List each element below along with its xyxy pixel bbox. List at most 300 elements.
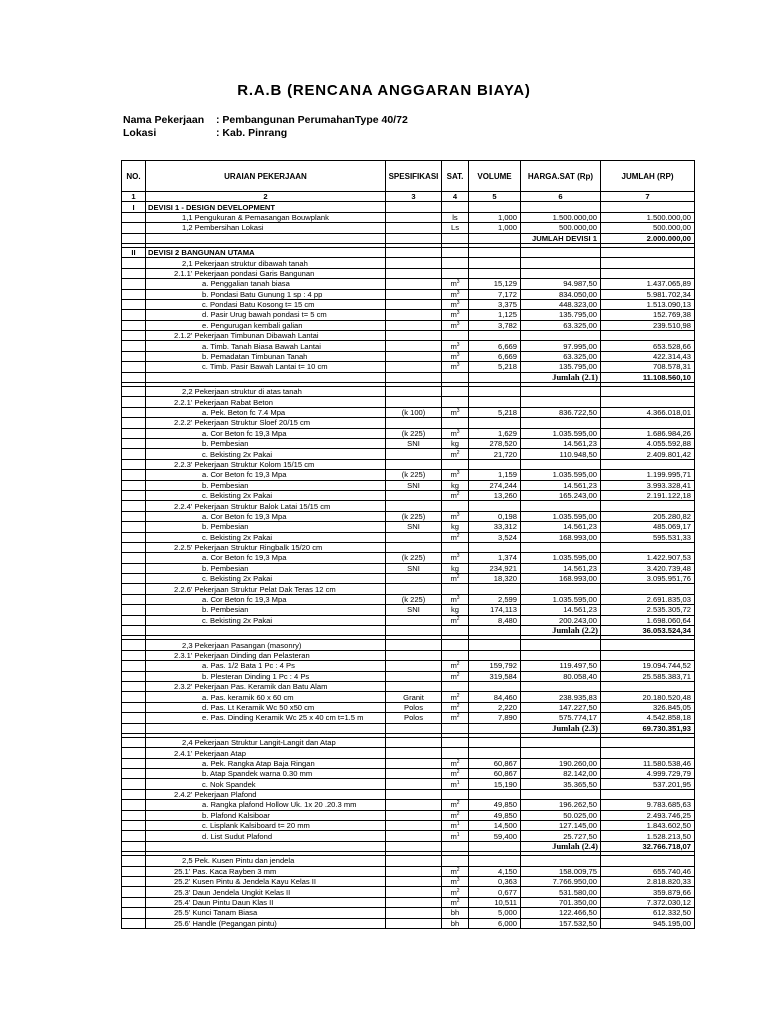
- cell-sat: $m^2$: [442, 574, 469, 584]
- cell-harga: 35.365,50: [521, 779, 601, 789]
- cell-no: [122, 574, 146, 584]
- cell-no: [122, 418, 146, 428]
- cell-spesifikasi: [386, 202, 442, 212]
- cell-sat: $m^3$: [442, 299, 469, 309]
- cell-uraian: a. Cor Beton fc 19,3 Mpa: [146, 553, 386, 563]
- cell-jumlah: 2.535.305,72: [601, 605, 695, 615]
- cell-no: [122, 480, 146, 490]
- cell-sat: Ls: [442, 223, 469, 233]
- cell-spesifikasi: [386, 362, 442, 372]
- empty-cell: [386, 233, 442, 243]
- meta-project-value: : Pembangunan PerumahanType 40/72: [216, 114, 408, 126]
- col-num: 7: [601, 192, 695, 202]
- subtotal-row: [122, 626, 695, 636]
- cell-harga: [521, 650, 601, 660]
- cell-no: [122, 748, 146, 758]
- cell-jumlah: 4.542.858,18: [601, 713, 695, 723]
- empty-cell: [442, 233, 469, 243]
- cell-volume: [469, 247, 521, 257]
- table-row: [122, 918, 695, 928]
- table-row: [122, 681, 695, 691]
- cell-uraian: a. Pek. Beton fc 7.4 Mpa: [146, 407, 386, 417]
- cell-no: [122, 522, 146, 532]
- cell-sat: $m^2$: [442, 887, 469, 897]
- cell-harga: 1.500.000,00: [521, 212, 601, 222]
- cell-spesifikasi: (k 100): [386, 407, 442, 417]
- table-row: [122, 247, 695, 257]
- table-row: [122, 268, 695, 278]
- cell-no: [122, 542, 146, 552]
- empty-cell: [442, 626, 469, 636]
- table-row: [122, 480, 695, 490]
- cell-no: [122, 640, 146, 650]
- cell-jumlah: 1.437.065,89: [601, 279, 695, 289]
- table-row: [122, 789, 695, 799]
- cell-jumlah: 4.999.729,79: [601, 769, 695, 779]
- cell-harga: [521, 268, 601, 278]
- cell-volume: 8,480: [469, 615, 521, 625]
- subtotal-value: 32.766.718,07: [601, 841, 695, 851]
- cell-uraian: 25.1' Pas. Kaca Rayben 3 mm: [146, 866, 386, 876]
- cell-sat: $m^2$: [442, 671, 469, 681]
- cell-jumlah: 239.510,98: [601, 320, 695, 330]
- cell-volume: 6,669: [469, 341, 521, 351]
- cell-harga: [521, 542, 601, 552]
- cell-sat: $m^2$: [442, 532, 469, 542]
- cell-volume: 3,524: [469, 532, 521, 542]
- cell-no: [122, 918, 146, 928]
- meta-project-label: Nama Pekerjaan: [123, 114, 205, 126]
- col-num: 6: [521, 192, 601, 202]
- cell-spesifikasi: SNI: [386, 438, 442, 448]
- table-row: [122, 289, 695, 299]
- cell-no: [122, 671, 146, 681]
- cell-harga: 135.795,00: [521, 310, 601, 320]
- cell-volume: 60,867: [469, 769, 521, 779]
- table-body: [122, 202, 695, 929]
- cell-sat: [442, 268, 469, 278]
- empty-cell: [469, 841, 521, 851]
- table-row: [122, 511, 695, 521]
- cell-volume: 1,374: [469, 553, 521, 563]
- cell-uraian: 2.4.1' Pekerjaan Atap: [146, 748, 386, 758]
- cell-sat: $m^2$: [442, 810, 469, 820]
- cell-uraian: a. Pas. 1/2 Bata 1 Pc : 4 Ps: [146, 661, 386, 671]
- table-row: [122, 438, 695, 448]
- cell-uraian: a. Cor Beton fc 19,3 Mpa: [146, 594, 386, 604]
- cell-harga: [521, 331, 601, 341]
- cell-spesifikasi: [386, 387, 442, 397]
- table-row: [122, 671, 695, 681]
- table-row: [122, 748, 695, 758]
- cell-jumlah: 205.280,82: [601, 511, 695, 521]
- empty-cell: [146, 626, 386, 636]
- cell-volume: [469, 501, 521, 511]
- cell-harga: 190.260,00: [521, 758, 601, 768]
- table-row: [122, 574, 695, 584]
- cell-uraian: 2.1.2' Pekerjaan Timbunan Dibawah Lantai: [146, 331, 386, 341]
- cell-harga: 25.727,50: [521, 831, 601, 841]
- cell-no: [122, 563, 146, 573]
- cell-harga: 122.466,50: [521, 908, 601, 918]
- cell-harga: 157.532,50: [521, 918, 601, 928]
- cell-volume: [469, 584, 521, 594]
- cell-spesifikasi: [386, 821, 442, 831]
- cell-no: [122, 897, 146, 907]
- cell-uraian: b. Pembesian: [146, 563, 386, 573]
- col-header-volume: VOLUME: [469, 161, 521, 192]
- table-row: [122, 387, 695, 397]
- cell-sat: [442, 748, 469, 758]
- cell-no: [122, 428, 146, 438]
- cell-uraian: 2,4 Pekerjaan Struktur Langit-Langit dan Atap: [146, 737, 386, 747]
- cell-jumlah: 655.740,46: [601, 866, 695, 876]
- cell-sat: [442, 789, 469, 799]
- table-row: [122, 223, 695, 233]
- col-header-jumlah: JUMLAH (RP): [601, 161, 695, 192]
- cell-jumlah: 2.409.801,42: [601, 449, 695, 459]
- cell-spesifikasi: [386, 866, 442, 876]
- table-row: [122, 397, 695, 407]
- cell-jumlah: 612.332,50: [601, 908, 695, 918]
- table-row: [122, 522, 695, 532]
- table-row: [122, 320, 695, 330]
- meta-project: [123, 114, 408, 126]
- cell-no: [122, 594, 146, 604]
- cell-sat: [442, 418, 469, 428]
- table-row: [122, 341, 695, 351]
- cell-uraian: 1,1 Pengukuran & Pemasangan Bouwplank: [146, 212, 386, 222]
- cell-sat: [442, 459, 469, 469]
- cell-sat: [442, 542, 469, 552]
- empty-cell: [469, 626, 521, 636]
- cell-jumlah: 3.095.951,76: [601, 574, 695, 584]
- table-row: [122, 553, 695, 563]
- cell-harga: 63.325,00: [521, 351, 601, 361]
- cell-no: [122, 908, 146, 918]
- cell-harga: 575.774,17: [521, 713, 601, 723]
- cell-spesifikasi: [386, 532, 442, 542]
- table-row: [122, 490, 695, 500]
- cell-no: [122, 341, 146, 351]
- cell-volume: 21,720: [469, 449, 521, 459]
- cell-sat: [442, 737, 469, 747]
- cell-uraian: 2,2 Pekerjaan struktur di atas tanah: [146, 387, 386, 397]
- cell-sat: [442, 681, 469, 691]
- cell-volume: 3,782: [469, 320, 521, 330]
- cell-uraian: 25.2' Kusen Pintu & Jendela Kayu Kelas II: [146, 877, 386, 887]
- cell-harga: [521, 748, 601, 758]
- cell-volume: [469, 737, 521, 747]
- col-header-uraian: URAIAN PEKERJAAN: [146, 161, 386, 192]
- table-row: [122, 692, 695, 702]
- cell-no: [122, 877, 146, 887]
- cell-volume: 59,400: [469, 831, 521, 841]
- cell-no: II: [122, 247, 146, 257]
- cell-uraian: a. Cor Beton fc 19,3 Mpa: [146, 428, 386, 438]
- cell-harga: [521, 681, 601, 691]
- cell-volume: 33,312: [469, 522, 521, 532]
- empty-cell: [146, 723, 386, 733]
- table-row: [122, 362, 695, 372]
- cell-uraian: b. Pembesian: [146, 522, 386, 532]
- cell-uraian: 2,1 Pekerjaan struktur dibawah tanah: [146, 258, 386, 268]
- cell-jumlah: 1.422.907,53: [601, 553, 695, 563]
- cell-jumlah: 1.843.602,50: [601, 821, 695, 831]
- cell-jumlah: 1.513.090,13: [601, 299, 695, 309]
- cell-jumlah: 2.191.122,18: [601, 490, 695, 500]
- table-row: [122, 258, 695, 268]
- cell-jumlah: [601, 650, 695, 660]
- table-row: [122, 908, 695, 918]
- cell-jumlah: 595.531,33: [601, 532, 695, 542]
- subtotal-label: Jumlah (2.4): [521, 841, 601, 851]
- cell-spesifikasi: [386, 501, 442, 511]
- cell-spesifikasi: [386, 490, 442, 500]
- cell-spesifikasi: [386, 671, 442, 681]
- table-row: [122, 594, 695, 604]
- cell-sat: [442, 640, 469, 650]
- cell-harga: [521, 459, 601, 469]
- cell-uraian: a. Pek. Rangka Atap Baja Ringan: [146, 758, 386, 768]
- empty-cell: [469, 723, 521, 733]
- cell-harga: 7.766.950,00: [521, 877, 601, 887]
- cell-jumlah: 5.981.702,34: [601, 289, 695, 299]
- cell-harga: 82.142,00: [521, 769, 601, 779]
- cell-volume: 0,198: [469, 511, 521, 521]
- cell-spesifikasi: SNI: [386, 563, 442, 573]
- cell-sat: kg: [442, 438, 469, 448]
- cell-volume: 1,629: [469, 428, 521, 438]
- col-num: 2: [146, 192, 386, 202]
- cell-jumlah: 1.698.060,64: [601, 615, 695, 625]
- cell-volume: [469, 397, 521, 407]
- cell-uraian: c. Bekisting 2x Pakai: [146, 615, 386, 625]
- cell-spesifikasi: [386, 331, 442, 341]
- cell-no: [122, 299, 146, 309]
- cell-no: [122, 268, 146, 278]
- cell-no: [122, 856, 146, 866]
- cell-jumlah: 945.195,00: [601, 918, 695, 928]
- cell-harga: [521, 387, 601, 397]
- table-row: [122, 310, 695, 320]
- cell-sat: [442, 331, 469, 341]
- cell-no: [122, 501, 146, 511]
- cell-harga: 14.561,23: [521, 480, 601, 490]
- cell-sat: $m^3$: [442, 511, 469, 521]
- cell-uraian: DEVISI 1 - DESIGN DEVELOPMENT: [146, 202, 386, 212]
- cell-no: [122, 615, 146, 625]
- cell-harga: 158.009,75: [521, 866, 601, 876]
- empty-cell: [442, 723, 469, 733]
- cell-volume: 5,218: [469, 407, 521, 417]
- cell-no: [122, 661, 146, 671]
- table-row: [122, 877, 695, 887]
- cell-jumlah: 2.818.820,33: [601, 877, 695, 887]
- cell-spesifikasi: Polos: [386, 702, 442, 712]
- cell-sat: $m^2$: [442, 713, 469, 723]
- cell-jumlah: [601, 789, 695, 799]
- cell-volume: 49,850: [469, 810, 521, 820]
- cell-spesifikasi: [386, 341, 442, 351]
- table-row: [122, 769, 695, 779]
- cell-volume: 3,375: [469, 299, 521, 309]
- empty-cell: [442, 841, 469, 851]
- cell-no: [122, 289, 146, 299]
- subtotal-label: JUMLAH DEVISI 1: [521, 233, 601, 243]
- cell-jumlah: [601, 748, 695, 758]
- cell-uraian: c. Lisplank Kalsiboard t= 20 mm: [146, 821, 386, 831]
- meta-location: [123, 127, 287, 139]
- cell-volume: 6,669: [469, 351, 521, 361]
- table-row: [122, 758, 695, 768]
- cell-sat: [442, 584, 469, 594]
- cell-no: [122, 397, 146, 407]
- cell-sat: bh: [442, 918, 469, 928]
- meta-location-label: Lokasi: [123, 127, 157, 139]
- table-row: [122, 563, 695, 573]
- table-row: [122, 470, 695, 480]
- cell-spesifikasi: (k 225): [386, 428, 442, 438]
- cell-volume: [469, 387, 521, 397]
- cell-harga: 110.948,50: [521, 449, 601, 459]
- subtotal-value: 69.730.351,93: [601, 723, 695, 733]
- cell-no: [122, 387, 146, 397]
- table-row: [122, 407, 695, 417]
- cell-no: [122, 449, 146, 459]
- subtotal-value: 11.108.560,10: [601, 372, 695, 382]
- cell-spesifikasi: [386, 661, 442, 671]
- cell-uraian: 2.2.4' Pekerjaan Struktur Balok Latai 15/15 cm: [146, 501, 386, 511]
- cell-no: [122, 692, 146, 702]
- cell-jumlah: 2.493.746,25: [601, 810, 695, 820]
- cell-sat: $m^2$: [442, 866, 469, 876]
- cell-sat: [442, 247, 469, 257]
- table-row: [122, 449, 695, 459]
- cell-spesifikasi: [386, 299, 442, 309]
- cell-uraian: c. Bekisting 2x Pakai: [146, 449, 386, 459]
- cell-sat: [442, 387, 469, 397]
- cell-harga: 200.243,00: [521, 615, 601, 625]
- cell-spesifikasi: [386, 779, 442, 789]
- table-row: [122, 821, 695, 831]
- cell-harga: 1.035.595,00: [521, 594, 601, 604]
- cell-uraian: b. Pondasi Batu Gunung 1 sp : 4 pp: [146, 289, 386, 299]
- table-row: [122, 615, 695, 625]
- cell-volume: [469, 748, 521, 758]
- cell-no: [122, 887, 146, 897]
- table-row: [122, 605, 695, 615]
- cell-spesifikasi: [386, 640, 442, 650]
- cell-no: [122, 831, 146, 841]
- cell-spesifikasi: [386, 289, 442, 299]
- cell-spesifikasi: [386, 789, 442, 799]
- cell-spesifikasi: SNI: [386, 605, 442, 615]
- cell-harga: 500.000,00: [521, 223, 601, 233]
- cell-uraian: b. Pembesian: [146, 480, 386, 490]
- cell-spesifikasi: [386, 908, 442, 918]
- cell-spesifikasi: [386, 279, 442, 289]
- table-row: [122, 831, 695, 841]
- cell-harga: 94.987,50: [521, 279, 601, 289]
- table-row: [122, 856, 695, 866]
- cell-volume: [469, 268, 521, 278]
- empty-cell: [386, 723, 442, 733]
- cell-no: [122, 737, 146, 747]
- cell-sat: $m^1$: [442, 821, 469, 831]
- cell-jumlah: 1.500.000,00: [601, 212, 695, 222]
- cell-uraian: 1,2 Pembersihan Lokasi: [146, 223, 386, 233]
- cell-harga: [521, 640, 601, 650]
- cell-uraian: 2.3.2' Pekerjaan Pas. Keramik dan Batu Alam: [146, 681, 386, 691]
- table-row: [122, 331, 695, 341]
- cell-harga: 63.325,00: [521, 320, 601, 330]
- cell-spesifikasi: [386, 449, 442, 459]
- cell-spesifikasi: [386, 748, 442, 758]
- cell-volume: 1,159: [469, 470, 521, 480]
- cell-harga: [521, 501, 601, 511]
- cell-volume: 278,520: [469, 438, 521, 448]
- cell-uraian: b. Pembesian: [146, 438, 386, 448]
- cell-uraian: 2.3.1' Pekerjaan Dinding dan Pelasteran: [146, 650, 386, 660]
- cell-volume: 5,000: [469, 908, 521, 918]
- table-row: [122, 212, 695, 222]
- cell-volume: 319,584: [469, 671, 521, 681]
- cell-sat: $m^3$: [442, 351, 469, 361]
- cell-sat: [442, 258, 469, 268]
- empty-cell: [146, 233, 386, 243]
- cell-spesifikasi: [386, 918, 442, 928]
- cell-uraian: b. Pemadatan Timbunan Tanah: [146, 351, 386, 361]
- cell-harga: [521, 418, 601, 428]
- cell-sat: $m^2$: [442, 758, 469, 768]
- cell-sat: kg: [442, 605, 469, 615]
- cell-jumlah: [601, 397, 695, 407]
- cell-no: [122, 650, 146, 660]
- cell-volume: 1,000: [469, 223, 521, 233]
- table-header-row: [122, 161, 695, 192]
- rab-table: [121, 160, 695, 929]
- cell-volume: 15,190: [469, 779, 521, 789]
- table-row: [122, 584, 695, 594]
- cell-harga: 834.050,00: [521, 289, 601, 299]
- cell-volume: 0,677: [469, 887, 521, 897]
- cell-jumlah: 485.069,17: [601, 522, 695, 532]
- cell-sat: $m^3$: [442, 362, 469, 372]
- cell-harga: [521, 202, 601, 212]
- cell-no: [122, 789, 146, 799]
- cell-harga: [521, 397, 601, 407]
- cell-uraian: 2.2.2' Pekerjaan Struktur Sloef 20/15 cm: [146, 418, 386, 428]
- cell-uraian: e. Pas. Dinding Keramik Wc 25 x 40 cm t=1.5 m: [146, 713, 386, 723]
- cell-sat: [442, 501, 469, 511]
- cell-sat: [442, 650, 469, 660]
- cell-jumlah: [601, 258, 695, 268]
- subtotal-row: [122, 841, 695, 851]
- empty-cell: [386, 626, 442, 636]
- cell-sat: kg: [442, 563, 469, 573]
- cell-no: [122, 810, 146, 820]
- cell-jumlah: [601, 542, 695, 552]
- cell-harga: 701.350,00: [521, 897, 601, 907]
- cell-jumlah: 708.578,31: [601, 362, 695, 372]
- cell-volume: 1,125: [469, 310, 521, 320]
- cell-spesifikasi: [386, 418, 442, 428]
- table-row: [122, 459, 695, 469]
- cell-volume: 84,460: [469, 692, 521, 702]
- cell-jumlah: [601, 268, 695, 278]
- cell-harga: 165.243,00: [521, 490, 601, 500]
